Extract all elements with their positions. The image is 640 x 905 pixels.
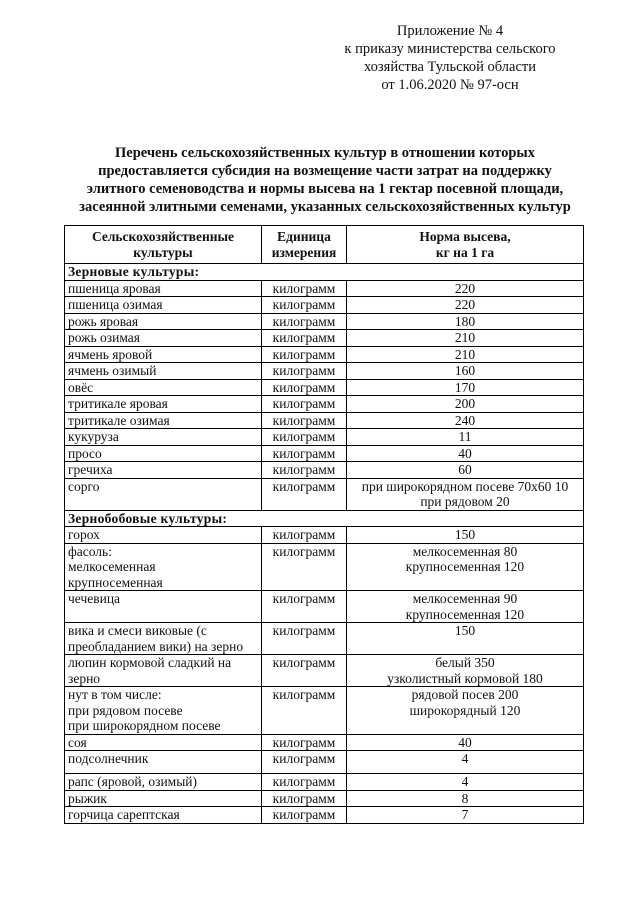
norm-cell: 220 xyxy=(347,280,584,297)
crop-cell: подсолнечник xyxy=(65,751,262,774)
unit-cell: килограмм xyxy=(262,478,347,510)
table-row xyxy=(65,462,584,479)
table-row xyxy=(65,655,584,687)
norm-cell: 170 xyxy=(347,379,584,396)
section-row xyxy=(65,510,584,527)
crop-cell: пшеница яровая xyxy=(65,280,262,297)
table-row xyxy=(65,313,584,330)
crop-cell: соя xyxy=(65,734,262,751)
table-header-row xyxy=(65,226,584,264)
unit-cell: килограмм xyxy=(262,280,347,297)
header-crop: Сельскохозяйственные культуры xyxy=(65,226,262,264)
table-row xyxy=(65,396,584,413)
title-line: Перечень сельскохозяйственных культур в отношении которых xyxy=(115,145,535,161)
table-row xyxy=(65,280,584,297)
table-row xyxy=(65,591,584,623)
norm-cell: 200 xyxy=(347,396,584,413)
table-row xyxy=(65,412,584,429)
unit-cell: килограмм xyxy=(262,591,347,623)
title-line: элитного семеноводства и нормы высева на 1 гектар посевной площади, xyxy=(86,181,564,197)
crop-cell: рапс (яровой, озимый) xyxy=(65,774,262,791)
norm-cell: 240 xyxy=(347,412,584,429)
crop-cell: горох xyxy=(65,527,262,544)
unit-cell: килограмм xyxy=(262,543,347,591)
table-row xyxy=(65,478,584,510)
section-title: Зернобобовые культуры: xyxy=(65,510,584,527)
norm-cell: 210 xyxy=(347,346,584,363)
appendix-line: от 1.06.2020 № 97-осн xyxy=(381,77,519,93)
unit-cell: килограмм xyxy=(262,445,347,462)
crop-cell: тритикале яровая xyxy=(65,396,262,413)
crop-cell: люпин кормовой сладкий на зерно xyxy=(65,655,262,687)
table-row xyxy=(65,379,584,396)
table-row xyxy=(65,429,584,446)
unit-cell: килограмм xyxy=(262,297,347,314)
unit-cell: килограмм xyxy=(262,527,347,544)
norm-cell: белый 350 узколистный кормовой 180 xyxy=(347,655,584,687)
crop-cell: рыжик xyxy=(65,790,262,807)
unit-cell: килограмм xyxy=(262,790,347,807)
section-row xyxy=(65,264,584,281)
crops-table xyxy=(64,225,584,824)
unit-cell: килограмм xyxy=(262,330,347,347)
document-title xyxy=(40,144,610,216)
unit-cell: килограмм xyxy=(262,363,347,380)
unit-cell: килограмм xyxy=(262,313,347,330)
table-row xyxy=(65,807,584,824)
norm-cell: 40 xyxy=(347,734,584,751)
norm-cell: 4 xyxy=(347,774,584,791)
norm-cell: мелкосеменная 80 крупносеменная 120 xyxy=(347,543,584,591)
crop-cell: ячмень яровой xyxy=(65,346,262,363)
crop-cell: фасоль: мелкосеменная крупносеменная xyxy=(65,543,262,591)
crop-cell: тритикале озимая xyxy=(65,412,262,429)
norm-cell: 60 xyxy=(347,462,584,479)
appendix-line: к приказу министерства сельского xyxy=(344,41,556,57)
unit-cell: килограмм xyxy=(262,655,347,687)
table-row xyxy=(65,623,584,655)
norm-cell: 150 xyxy=(347,527,584,544)
norm-cell: 7 xyxy=(347,807,584,824)
norm-cell: 210 xyxy=(347,330,584,347)
norm-cell: 40 xyxy=(347,445,584,462)
crop-cell: кукуруза xyxy=(65,429,262,446)
table-row xyxy=(65,346,584,363)
crop-cell: горчица сарептская xyxy=(65,807,262,824)
header-norm: Норма высева, кг на 1 га xyxy=(347,226,584,264)
norm-cell: рядовой посев 200 широкорядный 120 xyxy=(347,687,584,735)
table-row xyxy=(65,297,584,314)
crop-cell: сорго xyxy=(65,478,262,510)
norm-cell: мелкосеменная 90 крупносеменная 120 xyxy=(347,591,584,623)
unit-cell: килограмм xyxy=(262,623,347,655)
table-row xyxy=(65,445,584,462)
appendix-header xyxy=(300,22,600,94)
crop-cell: рожь яровая xyxy=(65,313,262,330)
crop-cell: пшеница озимая xyxy=(65,297,262,314)
table-row xyxy=(65,687,584,735)
title-line: предоставляется субсидия на возмещение части затрат на поддержку xyxy=(98,163,552,179)
crop-cell: нут в том числе: при рядовом посеве при широкорядном посеве xyxy=(65,687,262,735)
norm-cell: 180 xyxy=(347,313,584,330)
crop-cell: овёс xyxy=(65,379,262,396)
norm-cell: 8 xyxy=(347,790,584,807)
header-unit: Единица измерения xyxy=(262,226,347,264)
table-row xyxy=(65,330,584,347)
title-line: засеянной элитными семенами, указанных сельскохозяйственных культур xyxy=(79,199,571,215)
unit-cell: килограмм xyxy=(262,379,347,396)
unit-cell: килограмм xyxy=(262,396,347,413)
norm-cell: 220 xyxy=(347,297,584,314)
unit-cell: килограмм xyxy=(262,346,347,363)
appendix-line: хозяйства Тульской области xyxy=(363,59,537,75)
table-row xyxy=(65,527,584,544)
norm-cell: 160 xyxy=(347,363,584,380)
norm-cell: 4 xyxy=(347,751,584,774)
appendix-line: Приложение № 4 xyxy=(396,23,504,39)
unit-cell: килограмм xyxy=(262,807,347,824)
crop-cell: вика и смеси виковые (с преобладанием вики) на зерно xyxy=(65,623,262,655)
unit-cell: килограмм xyxy=(262,734,347,751)
table-row xyxy=(65,774,584,791)
section-title: Зерновые культуры: xyxy=(65,264,584,281)
table-row xyxy=(65,363,584,380)
unit-cell: килограмм xyxy=(262,751,347,774)
unit-cell: килограмм xyxy=(262,774,347,791)
crop-cell: рожь озимая xyxy=(65,330,262,347)
unit-cell: килограмм xyxy=(262,412,347,429)
table-row xyxy=(65,751,584,774)
crop-cell: ячмень озимый xyxy=(65,363,262,380)
table-row xyxy=(65,734,584,751)
table-row xyxy=(65,790,584,807)
norm-cell: при широкорядном посеве 70х60 10 при рядовом 20 xyxy=(347,478,584,510)
unit-cell: килограмм xyxy=(262,462,347,479)
norm-cell: 11 xyxy=(347,429,584,446)
norm-cell: 150 xyxy=(347,623,584,655)
crop-cell: гречиха xyxy=(65,462,262,479)
unit-cell: килограмм xyxy=(262,687,347,735)
crop-cell: просо xyxy=(65,445,262,462)
table-row xyxy=(65,543,584,591)
unit-cell: килограмм xyxy=(262,429,347,446)
crop-cell: чечевица xyxy=(65,591,262,623)
